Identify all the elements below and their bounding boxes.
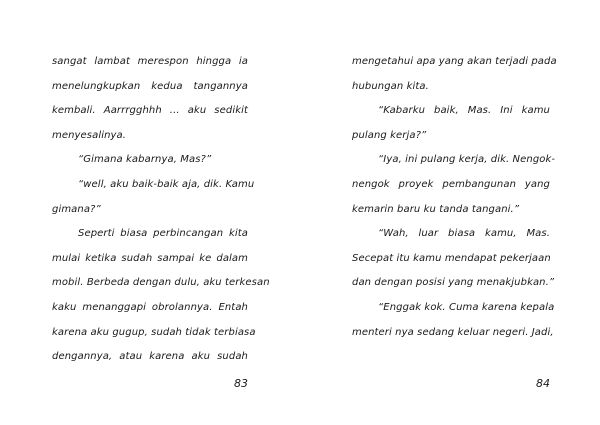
page-number: 83: [234, 377, 248, 390]
text-line: Seperti biasa perbincangan kita: [78, 228, 248, 240]
text-line: dan dengan posisi yang menakjubkan.”: [352, 277, 555, 289]
text-line: Secepat itu kamu mendapat pekerjaan: [352, 252, 551, 264]
text-line: gimana?”: [52, 203, 101, 215]
text-line: hubungan kita.: [352, 80, 429, 92]
text-line: karena aku gugup, sudah tidak terbiasa: [52, 326, 256, 338]
text-line: dengannya, atau karena aku sudah: [52, 351, 248, 363]
text-line: “Wah, luar biasa kamu, Mas.: [378, 228, 550, 240]
text-line: kemarin baru ku tanda tangani.”: [352, 203, 520, 215]
text-line: menyesalinya.: [52, 129, 127, 141]
text-line: “Kabarku baik, Mas. Ini kamu: [378, 105, 550, 117]
text-line: sangat lambat merespon hingga ia: [52, 56, 248, 67]
text-line: mulai ketika sudah sampai ke dalam: [52, 252, 248, 264]
page-right: [352, 0, 557, 425]
text-line: kembali. Aarrrgghhh ... aku sedikit: [52, 105, 248, 117]
text-line: kaku menanggapi obrolannya. Entah: [52, 302, 248, 313]
text-line: menelungkupkan kedua tangannya: [52, 80, 248, 92]
text-line: “Gimana kabarnya, Mas?”: [78, 154, 212, 166]
page-number: 84: [536, 377, 550, 390]
text-line: “Enggak kok. Cuma karena kepala: [378, 302, 555, 313]
text-line: mobil. Berbeda dengan dulu, aku terkesan: [52, 277, 270, 289]
text-line: pulang kerja?”: [352, 129, 427, 141]
text-line: mengetahui apa yang akan terjadi pada: [352, 56, 557, 67]
page-left: [52, 0, 270, 425]
text-line: “Iya, ini pulang kerja, dik. Nengok-: [378, 154, 556, 166]
text-line: menteri nya sedang keluar negeri. Jadi,: [352, 326, 554, 338]
text-line: nengok proyek pembangunan yang: [352, 179, 550, 190]
text-line: “well, aku baik-baik aja, dik. Kamu: [78, 179, 255, 190]
